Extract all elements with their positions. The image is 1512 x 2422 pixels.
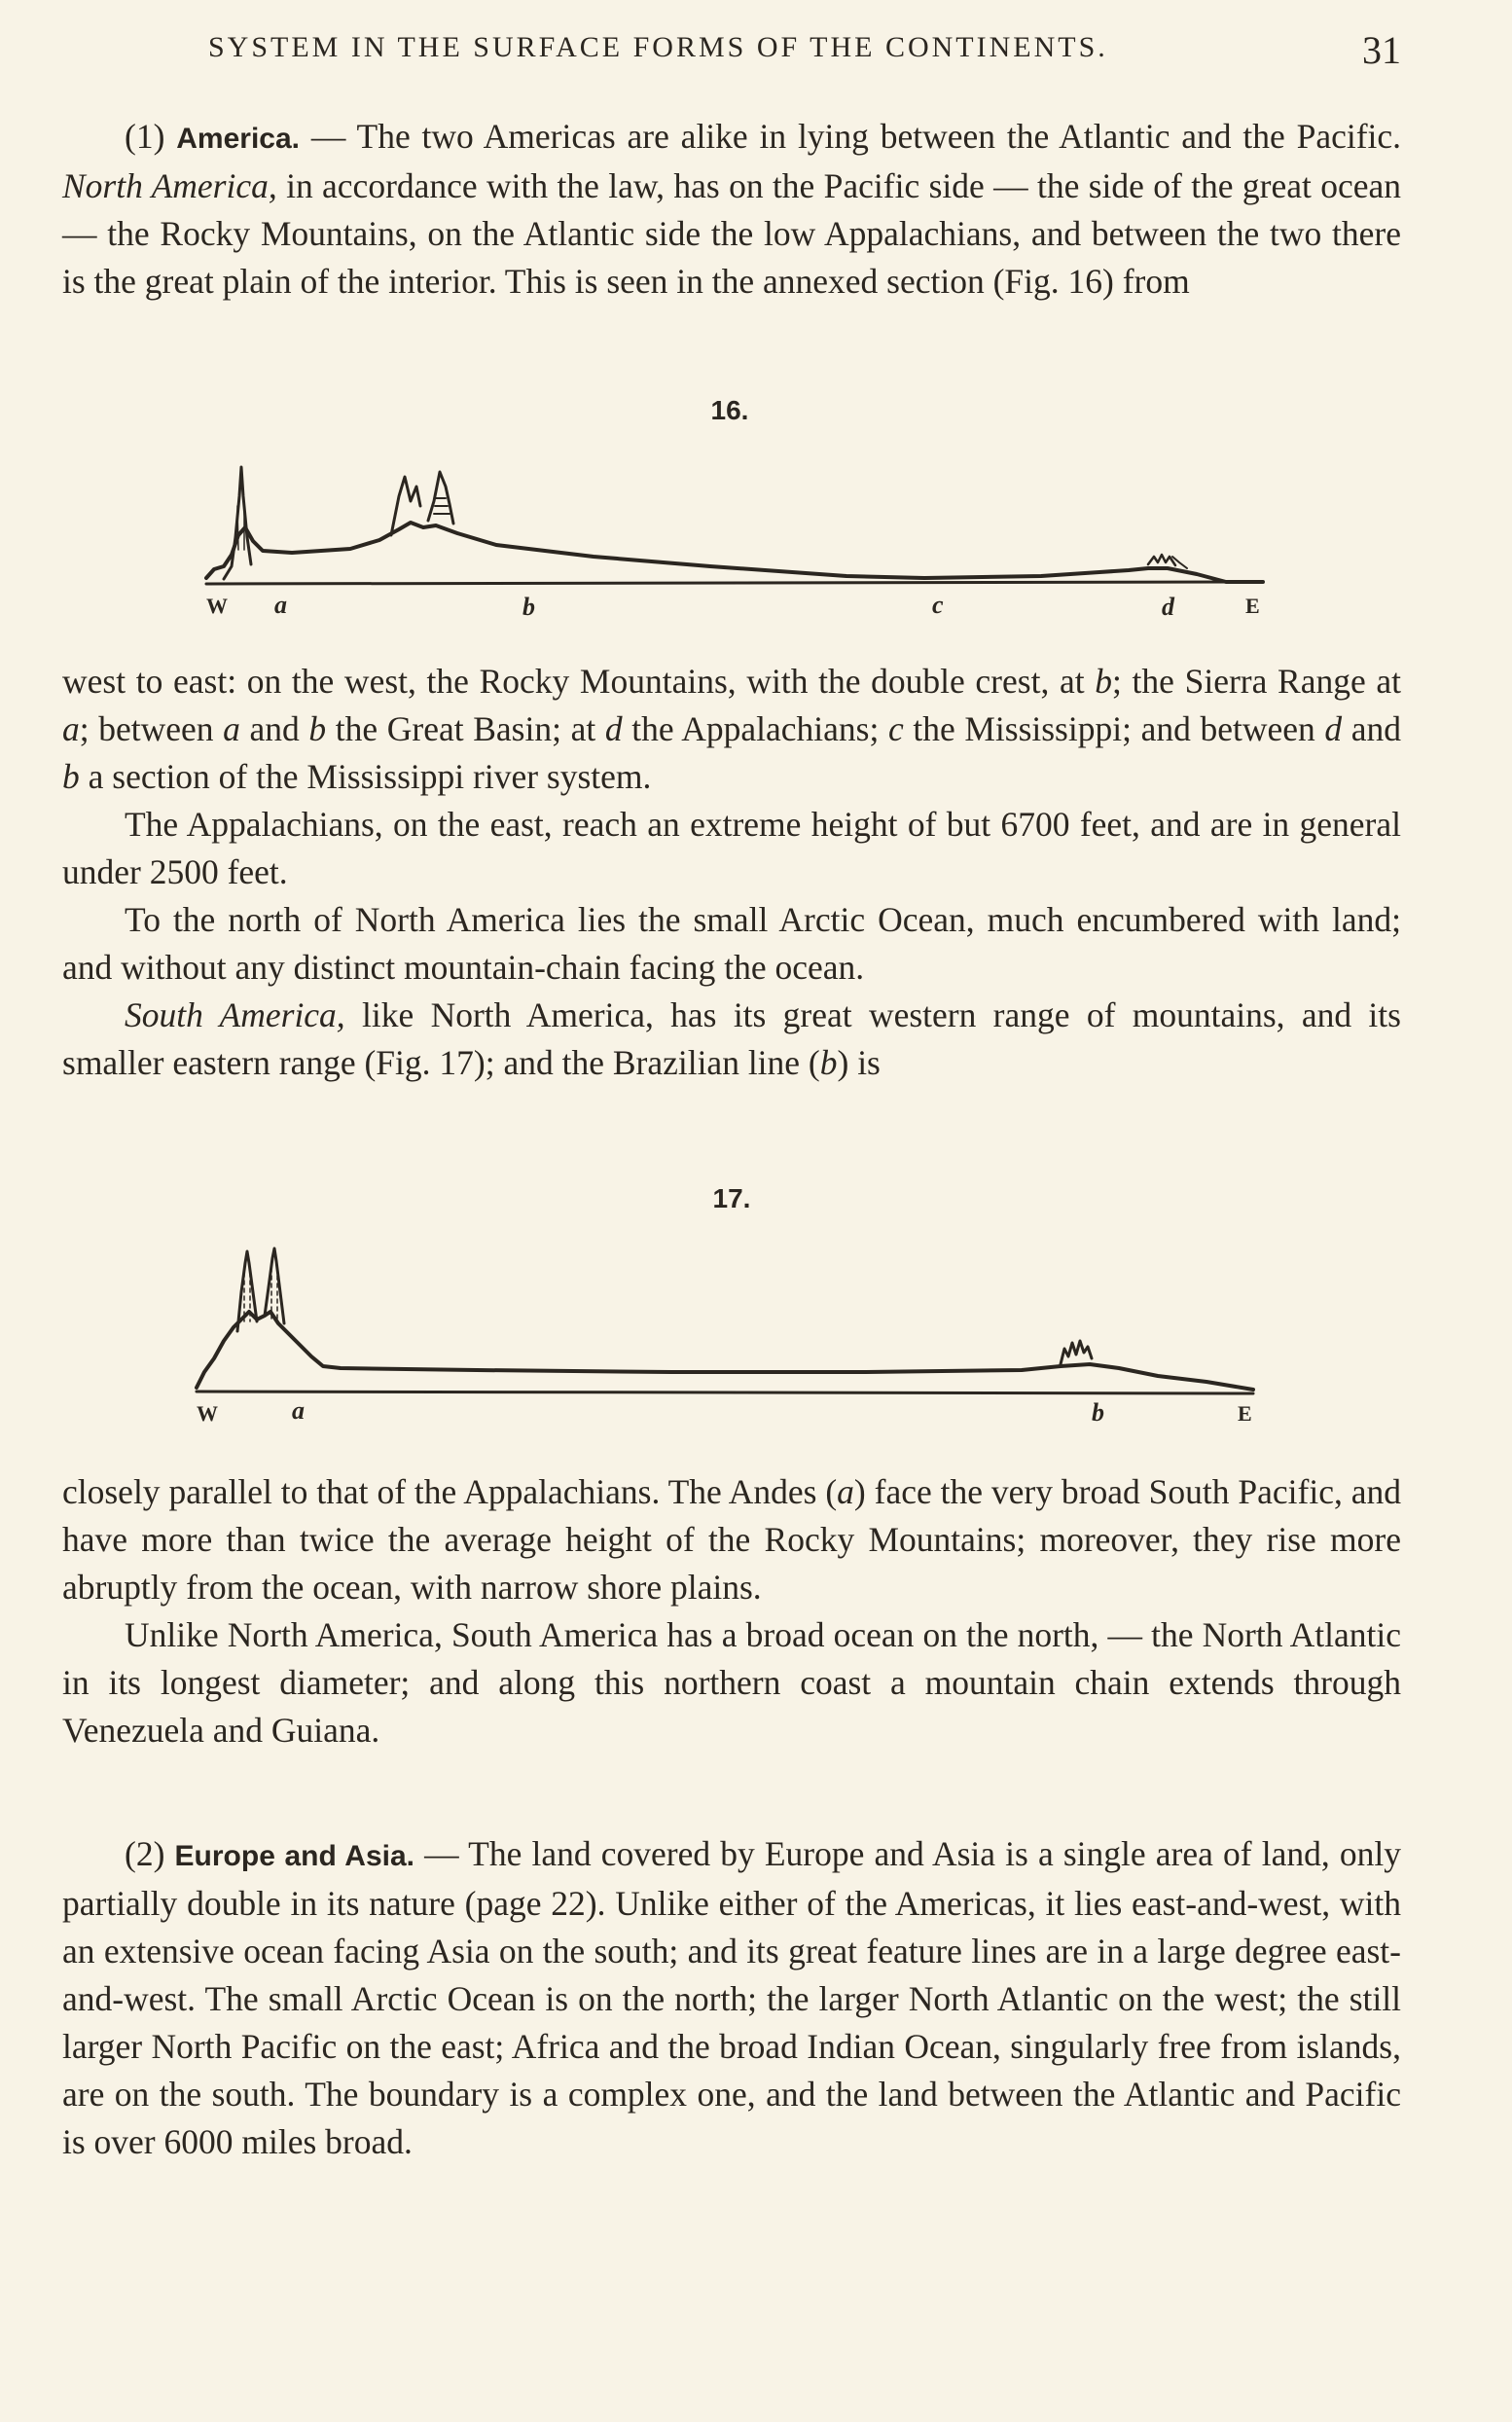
terrain-profile [206,523,1263,582]
paragraph-text: like North America, has its great western range of mountains, and its smaller eastern range (Fig. 17); and the Brazilian line ( [62,995,1401,1082]
rocky-crest-hatch [434,498,450,514]
fig17-label-a: a [292,1396,305,1425]
appalachian-ridges [1148,555,1175,565]
paragraph-text: and [239,709,309,748]
paragraph-text: the Mississippi; and between [903,709,1325,748]
italic-term: North America, [62,166,277,205]
terrain-profile [197,1312,1253,1390]
sea-level-line [206,582,1263,584]
fig16-label-c: c [932,591,944,619]
figure-16-number: 16. [710,395,749,425]
brazilian-ridges [1061,1341,1092,1364]
figure-17-section-south-america [185,1234,1284,1428]
italic-letter: d [604,709,623,748]
italic-letter: c [887,709,904,748]
paragraph-text: — The two Americas are alike in lying between the Atlantic and the Pacific. [300,117,1402,156]
section-label-europe-asia: Europe and Asia. [174,1840,415,1872]
italic-letter: b [1095,662,1113,701]
italic-letter: d [1324,709,1343,748]
italic-letter: b [819,1043,838,1082]
paragraph-text: the Appalachians; [622,709,888,748]
italic-letter: b [308,709,327,748]
fig16-label-d: d [1162,593,1174,621]
fig17-label-b: b [1092,1398,1104,1427]
figure-17-number: 17. [712,1183,751,1213]
paragraph-text: ) is [837,1043,881,1082]
text-block-2 [62,658,1401,1087]
paragraph-text: and [1342,709,1401,748]
fig17-label-w: W [197,1401,218,1426]
paragraph-text: a section of the Mississippi river system. [79,757,652,796]
fig16-label-e: E [1245,594,1260,618]
running-title: SYSTEM IN THE SURFACE FORMS OF THE CONTINENTS. [208,31,1108,63]
italic-term: South America, [125,995,345,1034]
page-number: 31 [1362,28,1401,72]
paragraph-fig16-explanation [62,658,1401,801]
sea-level-line [197,1392,1253,1393]
italic-letter: a [62,709,80,748]
fig16-label-b: b [522,593,535,621]
paragraph-europe-asia [62,1830,1401,2166]
paragraph-text: ; the Sierra Range at [1112,662,1401,701]
paragraph-text: in accordance with the law, has on the Pacific side — the side of the great ocean — the Rocky Mountains, on the Atlantic side the low Appalachians, and between the two there is the great plain of the interior. This is seen in the annexed section (Fig. 16) from [62,166,1401,301]
italic-letter: b [62,757,80,796]
paragraph-text: ) face the very broad South Pacific, and have more than twice the average height of the Rocky Mountains; moreover, they rise more abruptly from the ocean, with narrow shore plains. [62,1472,1401,1607]
section-label-america: America. [176,123,300,155]
figure-16-section-north-america [185,448,1284,623]
fig17-label-e: E [1238,1401,1252,1426]
paragraph-arctic: To the north of North America lies the small Arctic Ocean, much encumbered with land; and without any distinct mountain-chain facing the ocean. [62,900,1401,987]
figure-17-drawing [185,1234,1284,1428]
figure-16-drawing [185,448,1284,623]
paragraph-america [62,113,1401,306]
fig16-label-a: a [274,591,287,619]
paragraph-text: closely parallel to that of the Appalachians. The Andes ( [62,1472,838,1511]
paragraph-appalachians: The Appalachians, on the east, reach an extreme height of but 6700 feet, and are in general under 2500 feet. [62,805,1401,891]
italic-letter: a [223,709,240,748]
paragraph-north-atlantic: Unlike North America, South America has a broad ocean on the north, — the North Atlantic in its longest diameter; and along this northern coast a mountain chain extends through Venezuela and Guiana. [62,1615,1401,1750]
paragraph-text: the Great Basin; at [326,709,605,748]
text-block-3 [62,1468,1401,1754]
section-number: (1) [125,117,165,156]
paragraph-text: ; between [79,709,224,748]
paragraph-andes [62,1468,1401,1611]
paragraph-south-america [62,992,1401,1087]
paragraph-text: west to east: on the west, the Rocky Mountains, with the double crest, at [62,662,1096,701]
paragraph-text: — The land covered by Europe and Asia is a single area of land, only partially double in its nature (page 22). Unlike either of the Americas, it lies east-and-west, with an extensive ocean facing Asia on the south; and its great feature lines are in a large degree east-and-west. The small Arctic Ocean is on the north; the larger North Atlantic on the west; the still larger North Pacific on the east; Africa and the broad Indian Ocean, singularly free from islands, are on the south. The boundary is a complex one, and the land between the Atlantic and Pacific is over 6000 miles broad. [62,1834,1401,2161]
italic-letter: a [837,1472,854,1511]
section-number: (2) [125,1834,165,1873]
text-block-4 [62,1830,1401,2166]
running-head [208,27,1401,76]
fig16-label-w: W [206,594,228,618]
text-block-1 [62,113,1401,306]
